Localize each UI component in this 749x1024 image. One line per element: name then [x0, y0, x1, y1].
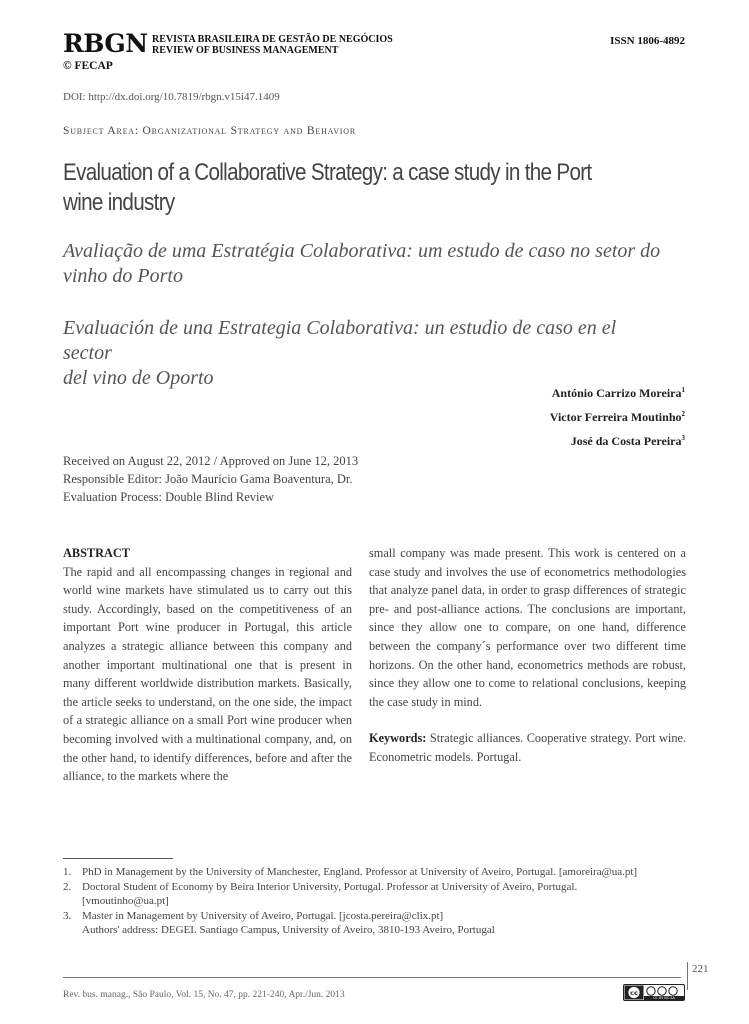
footnote: 2. Doctoral Student of Economy by Beira Interior University, Portugal. Professor at University of Aveiro, Portugal.: [63, 880, 578, 893]
title-portuguese-line: vinho do Porto: [63, 265, 183, 287]
abstract-heading: ABSTRACT: [63, 546, 130, 560]
keywords-label: Keywords: [369, 731, 423, 746]
journal-citation: Rev. bus. manag., São Paulo, Vol. 15, No. 47, pp. 221-240, Apr./Jun. 2013: [63, 990, 345, 1000]
author: António Carrizo Moreira$^1$: [551, 386, 685, 400]
author-list: [550, 380, 685, 452]
footnote-divider: [63, 858, 173, 859]
title-spanish-line: del vino de Oporto: [63, 367, 214, 389]
page-number-divider: [687, 962, 688, 990]
svg-text:cc: cc: [630, 989, 638, 997]
title-english-line: wine industry: [63, 189, 175, 216]
author: Victor Ferreira Moutinho$^2$: [549, 410, 685, 424]
journal-name-pt: REVISTA BRASILEIRA DE GESTÃO DE NEGÓCIOS: [152, 34, 393, 45]
page-number: 221: [692, 963, 709, 975]
title-portuguese-line: Avaliação de uma Estratégia Colaborativa: um estudo de caso no setor do: [63, 240, 661, 262]
abstract-column-left: [63, 544, 352, 786]
journal-name: [152, 34, 393, 56]
journal-name-en: REVIEW OF BUSINESS MANAGEMENT: [152, 45, 339, 56]
abstract-text-continued: small company was made present. This work is centered on a case study and involves the use of econometrics methodologies that analyze panel data, in order to grasp differences of strategic pre- and post-alliance actions. The conclusions are important, since they allow one to compare, on one hand, difference between the company´s performance over two different time horizons. On the other hand, econometrics methods are robust, since they allow one to come to relational conclusions, keeping the case study in mind.: [369, 546, 686, 709]
journal-logo: RBGN: [63, 29, 148, 58]
received-date: Received on August 22, 2012 / Approved on June 12, 2013: [63, 454, 359, 468]
issn: ISSN 1806-4892: [610, 35, 685, 47]
subject-area: Subject Area: Organizational Strategy and Behavior: [63, 125, 356, 137]
fecap-copyright: © FECAP: [63, 60, 113, 72]
evaluation-process: Evaluation Process: Double Blind Review: [63, 490, 275, 504]
keywords: Keywords: Strategic alliances. Cooperative strategy. Port wine. Econometric models. Portugal.: [369, 731, 686, 764]
doi-link[interactable]: DOI: http://dx.doi.org/10.7819/rbgn.v15i47.1409: [63, 91, 280, 103]
title-spanish-line: Evaluación de una Estrategia Colaborativa: un estudio de caso en el sector: [63, 317, 617, 364]
footnote: 1. PhD in Management by the University of Manchester, England. Professor at University of Aveiro, Portugal. [amoreira@ua.pt]: [63, 866, 638, 878]
footer-divider: [63, 977, 681, 978]
responsible-editor: Responsible Editor: João Maurício Gama Boaventura, Dr.: [63, 472, 353, 486]
footnote: [vmoutinho@ua.pt]: [82, 895, 169, 907]
keywords-text: Strategic alliances. Cooperative strategy. Port wine. Econometric models. Portugal.: [369, 731, 686, 764]
footnote: 3. Master in Management by University of Aveiro, Portugal. [jcosta.pereira@clix.pt]: [63, 909, 444, 922]
article-metadata: [63, 452, 358, 506]
title-english-line: Evaluation of a Collaborative Strategy: a case study in the Port: [63, 159, 592, 186]
title-portuguese: [63, 239, 663, 289]
abstract-column-right: [369, 544, 686, 767]
title-english: [63, 158, 622, 218]
license-text: CC BY NC SA: [653, 996, 675, 1001]
footnotes: [63, 865, 693, 938]
footnote: Authors' address: DEGEI. Santiago Campus, University of Aveiro, 3810-193 Aveiro, Portugal: [82, 924, 495, 936]
abstract-text: The rapid and all encompassing changes in regional and world wine markets have stimulated us to carry out this study. Accordingly, based on the competitiveness of an important Port wine producer in Portugal, this article analyzes a strategic alliance between this company and another important multinational one that is present in many different worldwide distribution markets. Basically, the article seeks to understand, on the one side, the impact of a strategic alliance on a small Port wine producer when becoming involved with a multinational company, and, on the other hand, to identify differences, before and after the alliance, to the markets where the: [63, 564, 352, 784]
author: José da Costa Pereira$^3$: [570, 434, 685, 448]
creative-commons-license-icon[interactable]: [623, 984, 685, 1001]
